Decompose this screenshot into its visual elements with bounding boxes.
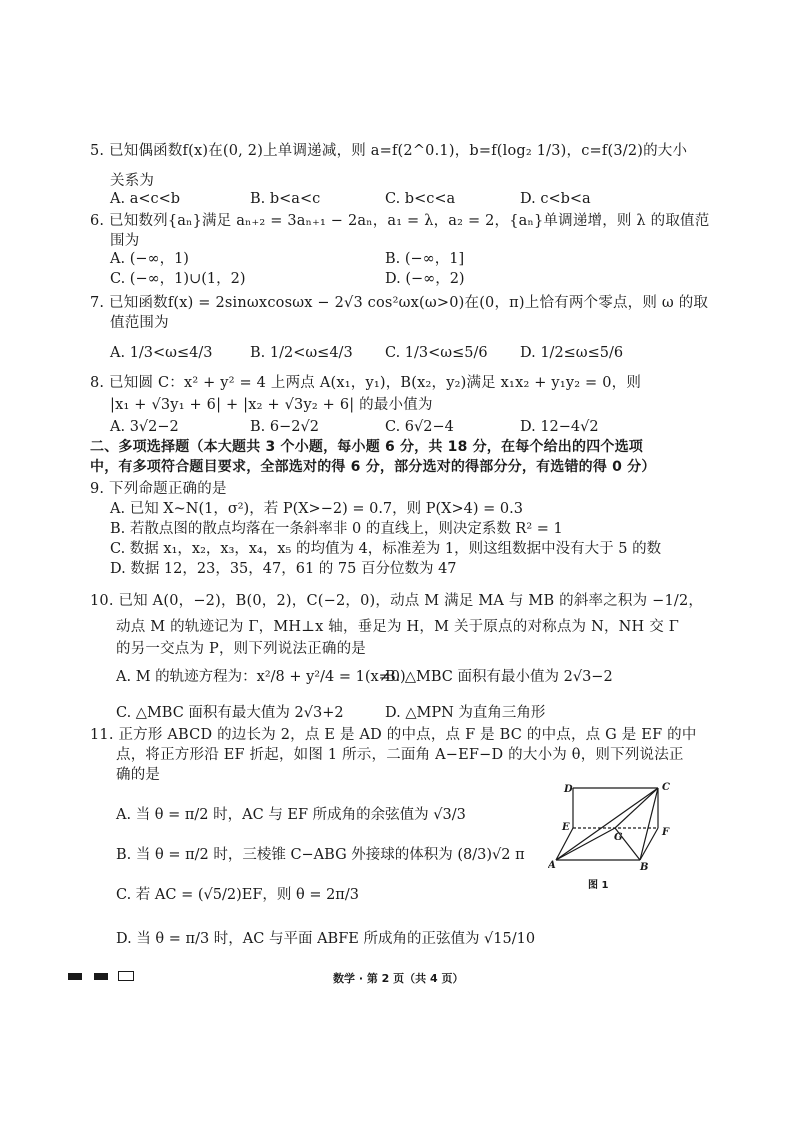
edge-fb <box>640 828 658 860</box>
q5-stem-line1: 5. 已知偶函数f(x)在(0, 2)上单调递减，则 a=f(2^0.1)，b=f(log₂ 1/3)，c=f(3/2)的大小 <box>90 143 688 159</box>
label-g: G <box>614 832 623 843</box>
page-footer-text: 数学 · 第 2 页（共 4 页） <box>333 972 464 985</box>
label-e: E <box>562 822 570 833</box>
q7-stem-line2: 值范围为 <box>110 315 169 331</box>
q6-stem-line2: 围为 <box>110 233 140 249</box>
q6-stem-line1: 6. 已知数列{aₙ}满足 aₙ₊₂ = 3aₙ₊₁ − 2aₙ，a₁ = λ，a₂ = 2，{aₙ}单调递增，则 λ 的取值范 <box>90 213 710 229</box>
q9-option-b: B. 若散点图的散点均落在一条斜率非 0 的直线上，则决定系数 R² = 1 <box>110 521 563 537</box>
label-a: A <box>548 860 556 871</box>
q6-option-b: B. (−∞，1] <box>385 251 465 267</box>
q6-option-c: C. (−∞，1)∪(1，2) <box>110 271 246 287</box>
q6-option-d: D. (−∞，2) <box>385 271 465 287</box>
q5-option-a: A. a<c<b <box>110 191 181 207</box>
figure-caption: 图 1 <box>588 880 609 891</box>
footer-mark-3 <box>118 971 134 981</box>
q11-stem-line3: 确的是 <box>116 767 161 783</box>
q9-option-a: A. 已知 X~N(1，σ²)，若 P(X>−2) = 0.7，则 P(X>4) = 0.3 <box>110 501 523 517</box>
q5-option-d: D. c<b<a <box>520 191 591 207</box>
q8-stem-line1: 8. 已知圆 C：x² + y² = 4 上两点 A(x₁，y₁)，B(x₂，y₂)满足 x₁x₂ + y₁y₂ = 0，则 <box>90 375 642 391</box>
label-f: F <box>662 827 670 838</box>
q6-option-a: A. (−∞，1) <box>110 251 189 267</box>
q8-stem-line2: |x₁ + √3y₁ + 6| + |x₂ + √3y₂ + 6| 的最小值为 <box>110 397 433 413</box>
label-c: C <box>662 782 670 793</box>
q8-option-c: C. 6√2−4 <box>385 419 454 435</box>
q10-option-d: D. △MPN 为直角三角形 <box>385 705 546 721</box>
section2-heading-line2: 中，有多项符合题目要求，全部选对的得 6 分，部分选对的得部分分，有选错的得 0 分） <box>90 459 656 475</box>
q7-stem-line1: 7. 已知函数f(x) = 2sinωxcosωx − 2√3 cos²ωx(ω>0)在(0，π)上恰有两个零点，则 ω 的取 <box>90 295 709 311</box>
q10-stem-line2: 动点 M 的轨迹记为 Γ，MH⊥x 轴，垂足为 H，M 关于原点的对称点为 N，NH 交 Γ <box>116 619 679 635</box>
q7-option-b: B. 1/2<ω≤4/3 <box>250 345 353 361</box>
q11-option-a: A. 当 θ = π/2 时，AC 与 EF 所成角的余弦值为 √3/3 <box>116 807 466 823</box>
q10-stem-line3: 的另一交点为 P，则下列说法正确的是 <box>116 641 366 657</box>
q9-stem: 9. 下列命题正确的是 <box>90 481 227 497</box>
q5-stem-line2: 关系为 <box>110 173 155 189</box>
label-d: D <box>564 784 573 795</box>
footer-mark-2 <box>94 973 108 980</box>
segment-gc <box>615 788 658 828</box>
q10-option-c: C. △MBC 面积有最大值为 2√3+2 <box>116 705 344 721</box>
folded-square-figure <box>548 778 678 888</box>
section2-heading-line1: 二、多项选择题（本大题共 3 个小题，每小题 6 分，共 18 分，在每个给出的四个选项 <box>90 439 644 455</box>
q7-option-a: A. 1/3<ω≤4/3 <box>110 345 213 361</box>
label-b: B <box>640 862 649 873</box>
q7-option-c: C. 1/3<ω≤5/6 <box>385 345 488 361</box>
q7-option-d: D. 1/2≤ω≤5/6 <box>520 345 624 361</box>
q9-option-d: D. 数据 12，23，35，47，61 的 75 百分位数为 47 <box>110 561 457 577</box>
q10-stem-line1: 10. 已知 A(0，−2)，B(0，2)，C(−2，0)，动点 M 满足 MA 与 MB 的斜率之积为 −1/2， <box>90 593 704 609</box>
q11-option-d: D. 当 θ = π/3 时，AC 与平面 ABFE 所成角的正弦值为 √15/10 <box>116 931 536 947</box>
q8-option-d: D. 12−4√2 <box>520 419 599 435</box>
q11-option-c: C. 若 AC = (√5/2)EF，则 θ = 2π/3 <box>116 887 359 903</box>
footer-mark-1 <box>68 973 82 980</box>
q11-stem-line1: 11. 正方形 ABCD 的边长为 2，点 E 是 AD 的中点，点 F 是 BC 的中点，点 G 是 EF 的中 <box>90 727 697 743</box>
q10-option-a: A. M 的轨迹方程为：x²/8 + y²/4 = 1(x≠0) <box>116 669 406 685</box>
q9-option-c: C. 数据 x₁，x₂，x₃，x₄，x₅ 的均值为 4，标准差为 1，则这组数据中没有大于 5 的数 <box>110 541 662 557</box>
q5-option-c: C. b<c<a <box>385 191 456 207</box>
q5-option-b: B. b<a<c <box>250 191 321 207</box>
q8-option-b: B. 6−2√2 <box>250 419 319 435</box>
q8-option-a: A. 3√2−2 <box>110 419 179 435</box>
q10-option-b: B. △MBC 面积有最小值为 2√3−2 <box>385 669 613 685</box>
q11-option-b: B. 当 θ = π/2 时，三棱锥 C−ABG 外接球的体积为 (8/3)√2 π <box>116 847 525 863</box>
q11-stem-line2: 点，将正方形沿 EF 折起，如图 1 所示，二面角 A−EF−D 的大小为 θ，则下列说法正 <box>116 747 684 763</box>
